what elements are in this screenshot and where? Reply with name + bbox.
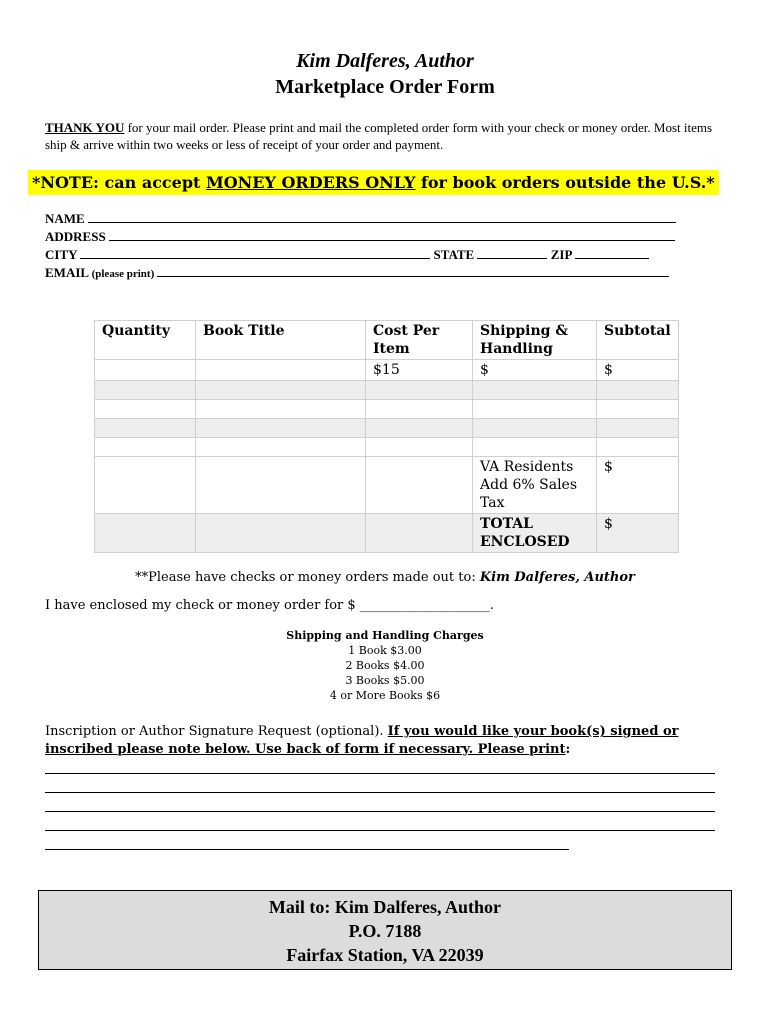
- book-title-cell[interactable]: [196, 419, 366, 438]
- note-suffix: for book orders outside the U.S.*: [415, 173, 715, 192]
- author-heading: Kim Dalferes, Author: [296, 50, 474, 72]
- shipping-cell[interactable]: [473, 419, 597, 438]
- shipping-cell[interactable]: [473, 438, 597, 457]
- shipping-cell[interactable]: [473, 381, 597, 400]
- inscription-instructions: If you would like your book(s) signed or inscribed please note below. Use back of form if necessary. Please print: [45, 724, 679, 757]
- payto-name: Kim Dalferes, Author: [479, 570, 635, 585]
- payable-to-line: [0, 570, 770, 585]
- table-row: [95, 381, 679, 400]
- email-hint: (please print): [91, 268, 155, 280]
- zip-field[interactable]: [575, 247, 649, 259]
- subtotal-cell[interactable]: [597, 438, 679, 457]
- po-box-line: P.O. 7188: [348, 921, 422, 941]
- tax-row: [95, 457, 679, 514]
- zip-label: ZIP: [550, 247, 572, 262]
- quantity-cell[interactable]: [95, 400, 196, 419]
- tax-value[interactable]: $: [597, 457, 679, 514]
- email-label: EMAIL: [45, 265, 89, 280]
- total-row: [95, 514, 679, 553]
- book-title-cell[interactable]: [196, 360, 366, 381]
- intro-text: for your mail order. Please print and mail the completed order form with your check or money order. Most items ship & arrive within two weeks or less of receipt of your order and payment.: [45, 120, 713, 152]
- note-emphasis: MONEY ORDERS ONLY: [206, 173, 416, 192]
- mail-to-box: [38, 890, 732, 970]
- subtotal-cell[interactable]: [597, 381, 679, 400]
- subtotal-cell[interactable]: [597, 400, 679, 419]
- quantity-cell[interactable]: [95, 438, 196, 457]
- book-title-cell[interactable]: [196, 438, 366, 457]
- address-field[interactable]: [109, 229, 675, 241]
- enclosed-amount-line[interactable]: I have enclosed my check or money order for $ ____________________.: [45, 598, 494, 613]
- quantity-cell[interactable]: [95, 360, 196, 381]
- shipping-charges: [0, 628, 770, 703]
- table-row: [95, 360, 679, 381]
- quantity-cell[interactable]: [95, 381, 196, 400]
- city-row: [45, 247, 649, 263]
- order-table: [94, 320, 679, 553]
- cost-cell: $15: [366, 360, 473, 381]
- inscription-line[interactable]: [45, 792, 715, 794]
- inscription-request: Inscription or Author Signature Request (optional). If you would like your book(s) signed or inscribed please note below. Use back of form if necessary. Please print:: [45, 724, 679, 757]
- quantity-cell[interactable]: [95, 419, 196, 438]
- address-label: ADDRESS: [45, 229, 106, 244]
- cost-cell[interactable]: [366, 419, 473, 438]
- book-title-cell[interactable]: [196, 381, 366, 400]
- inscription-line[interactable]: [45, 811, 715, 813]
- header-shipping: Shipping & Handling: [473, 321, 597, 360]
- email-field[interactable]: [157, 265, 669, 277]
- shipping-rate: 1 Book $3.00: [348, 644, 422, 657]
- book-title-cell[interactable]: [196, 400, 366, 419]
- shipping-rate: 2 Books $4.00: [345, 659, 425, 672]
- city-label: CITY: [45, 247, 78, 262]
- inscription-text: Inscription or Author Signature Request (optional).: [45, 724, 388, 739]
- inscription-line[interactable]: [45, 849, 569, 851]
- intro-paragraph: [45, 119, 735, 153]
- cost-cell[interactable]: [366, 438, 473, 457]
- shipping-heading: Shipping and Handling Charges: [286, 629, 484, 642]
- table-header-row: [95, 321, 679, 360]
- email-row: [45, 265, 669, 282]
- state-field[interactable]: [477, 247, 547, 259]
- name-row: [45, 211, 676, 227]
- table-row: [95, 419, 679, 438]
- shipping-cell[interactable]: [473, 400, 597, 419]
- shipping-rate: 4 or More Books $6: [329, 689, 441, 702]
- header-book-title: Book Title: [196, 321, 366, 360]
- total-value[interactable]: $: [597, 514, 679, 553]
- name-label: NAME: [45, 211, 85, 226]
- inscription-line[interactable]: [45, 773, 715, 775]
- city-state-line: Fairfax Station, VA 22039: [286, 945, 484, 965]
- state-label: STATE: [433, 247, 475, 262]
- thank-you-text: THANK YOU: [45, 120, 125, 135]
- table-row: [95, 400, 679, 419]
- city-field[interactable]: [80, 247, 430, 259]
- table-row: [95, 438, 679, 457]
- header-quantity: Quantity: [95, 321, 196, 360]
- mail-to-line: Mail to: Kim Dalferes, Author: [268, 897, 502, 917]
- subtotal-cell[interactable]: [597, 419, 679, 438]
- shipping-cell[interactable]: $: [473, 360, 597, 381]
- form-title: Marketplace Order Form: [275, 76, 495, 98]
- header-cost-per-item: Cost Per Item: [366, 321, 473, 360]
- header-subtotal: Subtotal: [597, 321, 679, 360]
- cost-cell[interactable]: [366, 381, 473, 400]
- name-field[interactable]: [88, 211, 676, 223]
- inscription-line[interactable]: [45, 830, 715, 832]
- subtotal-cell[interactable]: $: [597, 360, 679, 381]
- tax-label: VA Residents Add 6% Sales Tax: [473, 457, 597, 514]
- address-row: [45, 229, 675, 245]
- shipping-rate: 3 Books $5.00: [345, 674, 425, 687]
- total-label: TOTAL ENCLOSED: [473, 514, 597, 553]
- cost-cell[interactable]: [366, 400, 473, 419]
- payto-prefix: **Please have checks or money orders made out to:: [135, 570, 480, 585]
- money-order-note: [28, 170, 719, 195]
- note-prefix: *NOTE: can accept: [32, 173, 206, 192]
